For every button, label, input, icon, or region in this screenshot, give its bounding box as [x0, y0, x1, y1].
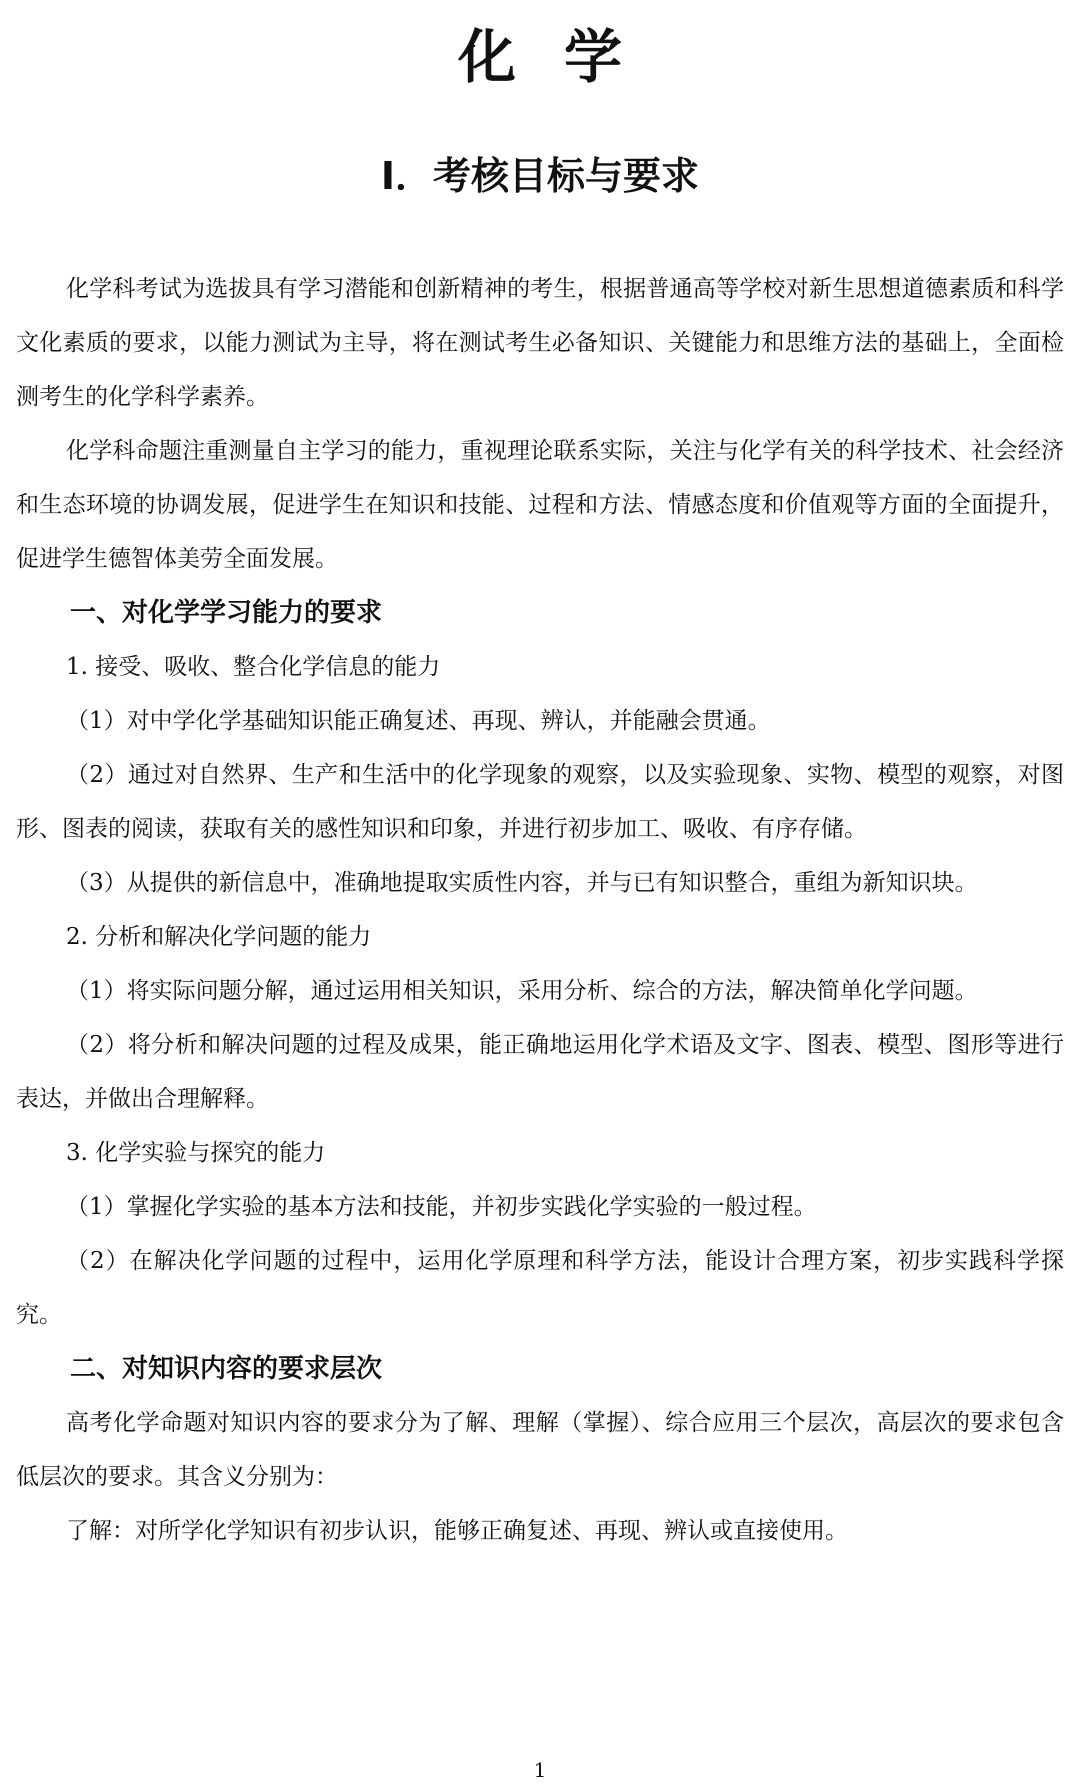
list-item: （1）对中学化学基础知识能正确复述、再现、辨认，并能融会贯通。: [66, 708, 771, 734]
document-body: [16, 262, 1064, 1558]
section-title: I．考核目标与要求: [380, 154, 700, 198]
list-item: （2）在解决化学问题的过程中，运用化学原理和科学方法，能设计合理方案，初步实践科学探究。: [16, 1248, 1064, 1328]
subsection-heading: 一、对化学学习能力的要求: [70, 598, 383, 628]
body-paragraph: 高考化学命题对知识内容的要求分为了解、理解（掌握）、综合应用三个层次，高层次的要求包含低层次的要求。其含义分别为：: [16, 1410, 1064, 1490]
list-item: （2）将分析和解决问题的过程及成果，能正确地运用化学术语及文字、图表、模型、图形等进行表达，并做出合理解释。: [16, 1032, 1064, 1112]
intro-paragraph: 化学科考试为选拔具有学习潜能和创新精神的考生，根据普通高等学校对新生思想道德素质和科学文化素质的要求，以能力测试为主导，将在测试考生必备知识、关键能力和思维方法的基础上，全面检测考生的化学科学素养。: [16, 276, 1064, 410]
document-title: 化学: [457, 23, 670, 91]
item-heading: 2. 分析和解决化学问题的能力: [66, 924, 372, 950]
item-heading: 3. 化学实验与探究的能力: [66, 1140, 326, 1166]
body-paragraph: 了解：对所学化学知识有初步认识，能够正确复述、再现、辨认或直接使用。: [66, 1518, 848, 1544]
list-item: （2）通过对自然界、生产和生活中的化学现象的观察，以及实验现象、实物、模型的观察，对图形、图表的阅读，获取有关的感性知识和印象，并进行初步加工、吸收、有序存储。: [16, 762, 1064, 842]
item-heading: 1. 接受、吸收、整合化学信息的能力: [66, 654, 441, 680]
list-item: （1）将实际问题分解，通过运用相关知识，采用分析、综合的方法，解决简单化学问题。: [66, 978, 978, 1004]
intro-paragraph: 化学科命题注重测量自主学习的能力，重视理论联系实际，关注与化学有关的科学技术、社会经济和生态环境的协调发展，促进学生在知识和技能、过程和方法、情感态度和价值观等方面的全面提升，促进学生德智体美劳全面发展。: [16, 438, 1064, 572]
list-item: （3）从提供的新信息中，准确地提取实质性内容，并与已有知识整合，重组为新知识块。: [66, 870, 978, 896]
subsection-heading: 二、对知识内容的要求层次: [70, 1354, 383, 1384]
list-item: （1）掌握化学实验的基本方法和技能，并初步实践化学实验的一般过程。: [66, 1194, 817, 1220]
page-number: 1: [533, 1758, 547, 1782]
